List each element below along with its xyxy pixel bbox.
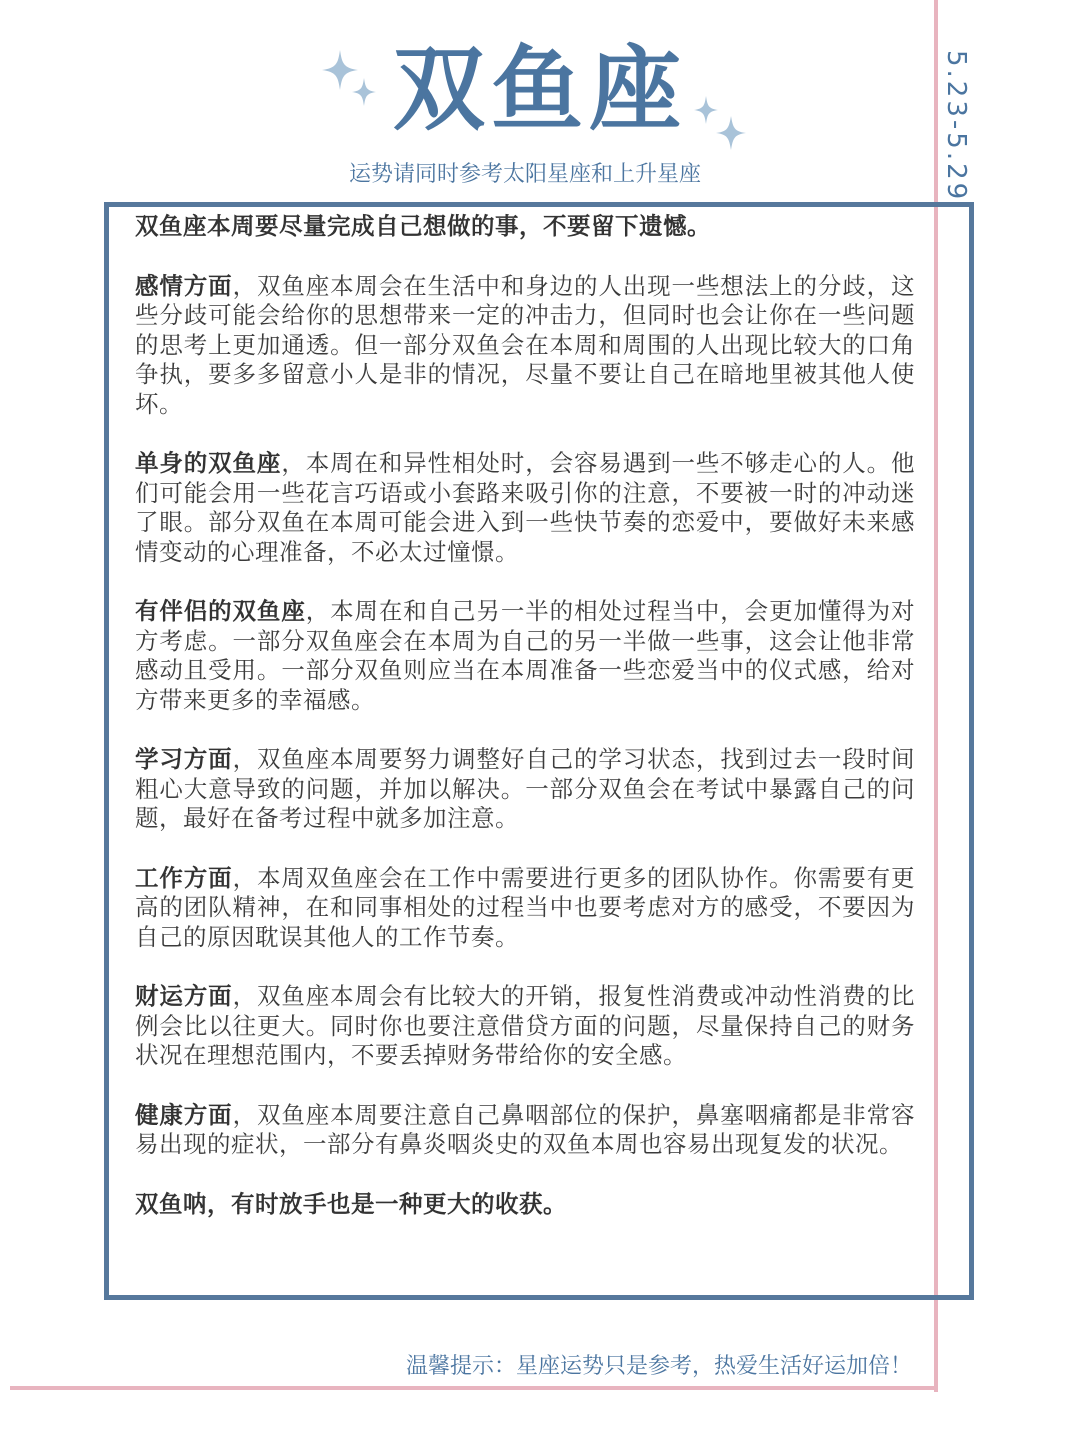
section-partnered bbox=[135, 597, 915, 715]
section-heading: 财运方面 bbox=[135, 982, 233, 1010]
section-heading: 健康方面 bbox=[135, 1100, 233, 1129]
lead-text: 双鱼座本周要尽量完成自己想做的事，不要留下遗憾。 bbox=[135, 212, 711, 240]
subtitle: 运势请同时参考太阳星座和上升星座 bbox=[348, 162, 701, 187]
section-body: ，本周在和异性相处时，会容易遇到一些不够走心的人。他们可能会用一些花言巧语或小套路来吸引你的注意，不要被一时的冲动迷了眼。部分双鱼在本周可能会进入到一些快节奏的恋爱中，要做好未来感情变动的心理准备，不必太过憧憬。 bbox=[135, 449, 916, 566]
section-heading: 学习方面 bbox=[135, 745, 233, 773]
decorative-horizontal-line bbox=[10, 1386, 938, 1390]
section-body: ，双鱼座本周要注意自己鼻咽部位的保护，鼻塞咽痛都是非常容易出现的症状，一部分有鼻炎咽炎史的双鱼本周也容易出现复发的状况。 bbox=[135, 1100, 916, 1158]
section-health bbox=[135, 1101, 915, 1160]
section-work bbox=[135, 864, 915, 953]
section-love bbox=[135, 272, 915, 420]
section-study bbox=[135, 745, 915, 834]
horoscope-text bbox=[135, 212, 915, 1249]
section-finance bbox=[135, 982, 915, 1071]
section-heading: 单身的双鱼座 bbox=[135, 449, 282, 477]
section-body: ，双鱼座本周会在生活中和身边的人出现一些想法上的分歧，这些分歧可能会给你的思想带来一定的冲击力，但同时也会让你在一些问题的思考上更加通透。但一部分双鱼会在本周和周围的人出现比较大的口角争执，要多多留意小人是非的情况，尽量不要让自己在暗地里被其他人使坏。 bbox=[135, 271, 916, 418]
footer-tip: 温馨提示：星座运势只是参考，热爱生活好运加倍！ bbox=[405, 1354, 912, 1379]
section-heading: 有伴侣的双鱼座 bbox=[135, 597, 306, 625]
section-body: ，本周在和自己另一半的相处过程当中，会更加懂得为对方考虑。一部分双鱼座会在本周为自己的另一半做一些事，这会让他非常感动且受用。一部分双鱼则应当在本周准备一些恋爱当中的仪式感，给对方带来更多的幸福感。 bbox=[135, 597, 916, 714]
date-range: 5.23-5.29 bbox=[941, 50, 971, 203]
section-single bbox=[135, 449, 915, 567]
outro-text: 双鱼呐，有时放手也是一种更大的收获。 bbox=[135, 1189, 567, 1218]
section-heading: 工作方面 bbox=[135, 863, 233, 892]
section-body: ，双鱼座本周会有比较大的开销，报复性消费或冲动性消费的比例会比以往更大。同时你也要注意借贷方面的问题，尽量保持自己的财务状况在理想范围内，不要丢掉财务带给你的安全感。 bbox=[135, 982, 916, 1069]
section-heading: 感情方面 bbox=[135, 271, 233, 300]
section-body: ，双鱼座本周要努力调整好自己的学习状态，找到过去一段时间粗心大意导致的问题，并加以解决。一部分双鱼会在考试中暴露自己的问题，最好在备考过程中就多加注意。 bbox=[135, 745, 916, 832]
section-body: ，本周双鱼座会在工作中需要进行更多的团队协作。你需要有更高的团队精神，在和同事相处的过程当中也要考虑对方的感受，不要因为自己的原因耽误其他人的工作节奏。 bbox=[135, 863, 916, 951]
page-title: 双鱼座 bbox=[392, 36, 687, 143]
